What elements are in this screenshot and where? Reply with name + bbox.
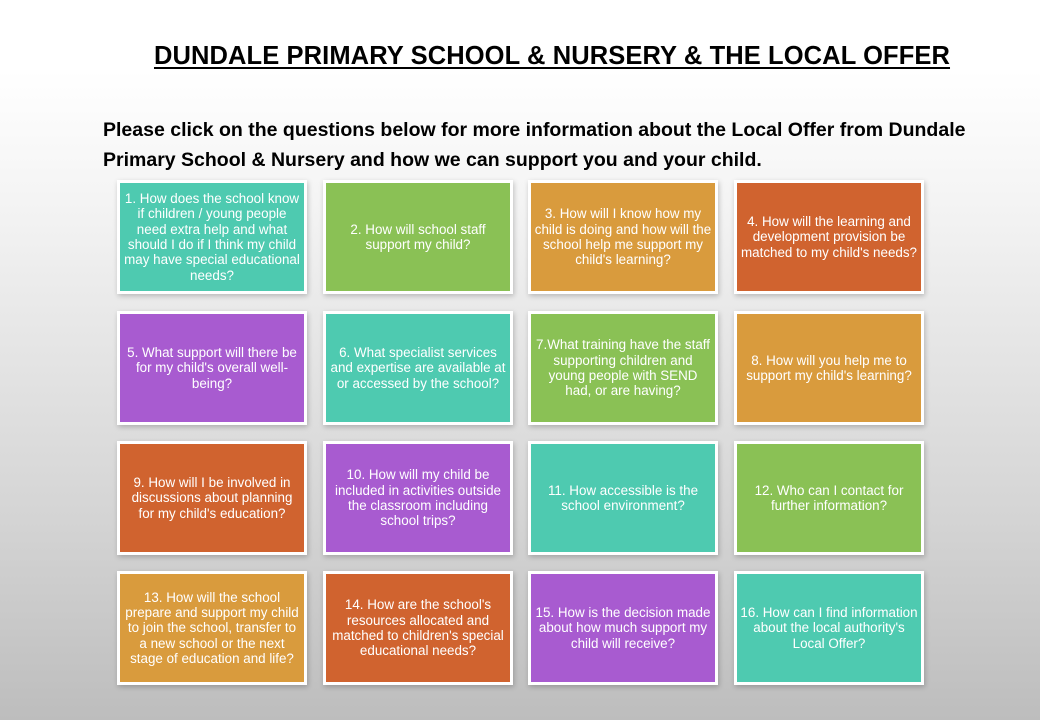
question-card-2[interactable] [326,183,510,291]
question-card-9[interactable] [120,444,304,552]
question-card-8[interactable] [737,314,921,422]
question-label: 12. Who can I contact for further information? [754,482,904,513]
question-label: 16. How can I find information about the local authority's Local Offer? [740,605,918,651]
question-card-15[interactable] [531,574,715,682]
question-card-3[interactable] [531,183,715,291]
question-card-4[interactable] [737,183,921,291]
intro-text: Please click on the questions below for more information about the Local Offer from Dundale Primary School & Nursery and how we can support you and your child. [103,119,966,171]
question-card-1[interactable] [120,183,304,291]
question-card-7[interactable] [531,314,715,422]
question-label: 8. How will you help me to support my child's learning? [746,352,912,383]
question-label: 10. How will my child be included in activities outside the classroom including school trips? [335,467,501,529]
question-label: 15. How is the decision made about how much support my child will receive? [535,605,711,651]
question-card-5[interactable] [120,314,304,422]
question-label: 7.What training have the staff supporting children and young people with SEND had, or are having? [536,337,710,399]
question-card-13[interactable] [120,574,304,682]
question-label: 13. How will the school prepare and support my child to join the school, transfer to a new school or the next stage of education and life? [125,589,299,666]
page-title: DUNDALE PRIMARY SCHOOL & NURSERY & THE LOCAL OFFER [153,42,951,70]
question-label: 11. How accessible is the school environment? [547,482,699,513]
question-card-10[interactable] [326,444,510,552]
question-card-6[interactable] [326,314,510,422]
question-label: 1. How does the school know if children / young people need extra help and what should I do if I think my child may have special educational needs? [124,191,300,283]
question-label: 14. How are the school's resources allocated and matched to children's special educational needs? [332,597,504,659]
question-label: 9. How will I be involved in discussions about planning for my child's education? [131,475,293,521]
question-card-14[interactable] [326,574,510,682]
question-label: 6. What specialist services and expertise are available at or accessed by the school? [330,345,506,391]
questions-grid [120,183,922,686]
question-card-12[interactable] [737,444,921,552]
question-label: 2. How will school staff support my child? [350,221,486,252]
question-label: 3. How will I know how my child is doing and how will the school help me support my child's learning? [534,206,712,268]
question-card-11[interactable] [531,444,715,552]
question-label: 4. How will the learning and development provision be matched to my child's needs? [741,214,917,260]
question-label: 5. What support will there be for my child's overall well-being? [127,345,297,391]
question-card-16[interactable] [737,574,921,682]
